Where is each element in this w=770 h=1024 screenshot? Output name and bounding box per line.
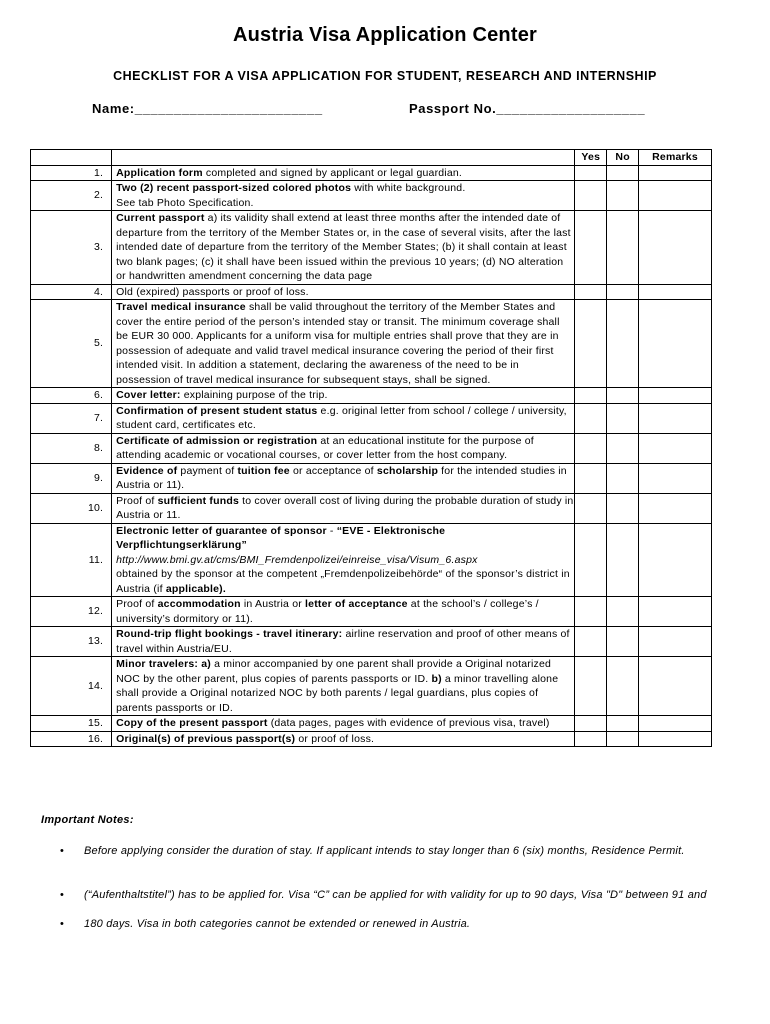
description-text: b) xyxy=(431,672,442,685)
item-number: 14. xyxy=(31,657,112,716)
item-description xyxy=(112,463,575,493)
no-checkbox-cell[interactable] xyxy=(607,463,639,493)
description-text: at the school’s / college’s / university’s dormitory or 11). xyxy=(116,598,539,625)
yes-checkbox-cell[interactable] xyxy=(575,597,607,627)
description-text: Old (expired) passports or proof of loss. xyxy=(116,285,309,298)
item-number: 4. xyxy=(31,284,112,300)
yes-checkbox-cell[interactable] xyxy=(575,627,607,657)
table-row xyxy=(31,731,712,747)
no-checkbox-cell[interactable] xyxy=(607,493,639,523)
no-checkbox-cell[interactable] xyxy=(607,731,639,747)
remarks-cell[interactable] xyxy=(639,388,712,404)
item-number: 9. xyxy=(31,463,112,493)
description-text: Evidence of xyxy=(116,464,178,477)
table-row xyxy=(31,284,712,300)
description-text: (data pages, pages with evidence of previous visa, travel) xyxy=(267,717,550,729)
yes-column-header: Yes xyxy=(575,150,607,166)
description-text: letter of acceptance xyxy=(305,598,408,610)
description-text: Proof of xyxy=(116,598,158,610)
description-text: explaining purpose of the trip. xyxy=(180,389,328,401)
checklist-body xyxy=(31,165,712,747)
description-text: accommodation xyxy=(157,598,241,610)
no-column-header: No xyxy=(607,150,639,166)
name-field[interactable]: Name:________________________ xyxy=(92,101,323,116)
remarks-cell[interactable] xyxy=(639,627,712,657)
item-number: 16. xyxy=(31,731,112,747)
item-description xyxy=(112,433,575,463)
no-checkbox-cell[interactable] xyxy=(607,716,639,732)
item-description xyxy=(112,523,575,597)
description-text: to cover overall cost of living during the probable duration of study in Austria or 11. xyxy=(116,494,574,521)
description-text: at an educational institute for the purpose of attending academic or vocational courses, or cover letter from the host company. xyxy=(116,434,534,461)
description-text: Application form xyxy=(116,166,203,179)
table-row xyxy=(31,403,712,433)
item-description xyxy=(112,300,575,388)
item-description xyxy=(112,627,575,657)
no-checkbox-cell[interactable] xyxy=(607,657,639,716)
bullet-icon: • xyxy=(60,918,64,930)
number-column-header xyxy=(31,150,112,166)
note-item: 180 days. Visa in both categories cannot be extended or renewed in Austria. xyxy=(84,918,471,930)
table-row xyxy=(31,211,712,285)
description-text: Electronic letter of guarantee of sponsor xyxy=(116,524,327,537)
description-text: Two (2) recent passport-sized colored photos xyxy=(116,182,352,194)
item-number: 11. xyxy=(31,523,112,597)
description-text: tuition fee xyxy=(237,464,290,477)
yes-checkbox-cell[interactable] xyxy=(575,388,607,404)
checklist-table xyxy=(30,149,712,747)
description-text: airline reservation and proof of other means of travel within Austria/EU. xyxy=(116,628,570,655)
remarks-cell[interactable] xyxy=(639,211,712,285)
remarks-column-header: Remarks xyxy=(639,150,712,166)
remarks-cell[interactable] xyxy=(639,523,712,597)
remarks-cell[interactable] xyxy=(639,731,712,747)
description-text: Certificate of admission or registration xyxy=(116,434,318,447)
description-text: obtained by the sponsor at the competent „Fremdenpolizeibehörde“ of the sponsor’s district in Austria (if xyxy=(116,568,570,595)
yes-checkbox-cell[interactable] xyxy=(575,284,607,300)
no-checkbox-cell[interactable] xyxy=(607,523,639,597)
description-text: with white background. xyxy=(351,182,466,194)
description-text: Round-trip flight bookings - travel itinerary: xyxy=(116,628,343,640)
description-text: in Austria or xyxy=(240,598,306,610)
bullet-icon: • xyxy=(60,889,64,901)
page-subtitle: CHECKLIST FOR A VISA APPLICATION FOR STUDENT, RESEARCH AND INTERNSHIP xyxy=(113,69,657,83)
table-row xyxy=(31,493,712,523)
remarks-cell[interactable] xyxy=(639,716,712,732)
no-checkbox-cell[interactable] xyxy=(607,403,639,433)
item-description xyxy=(112,403,575,433)
item-description xyxy=(112,716,575,732)
description-text: Cover letter: xyxy=(116,389,181,401)
remarks-cell[interactable] xyxy=(639,597,712,627)
important-notes-heading: Important Notes: xyxy=(41,814,134,826)
yes-checkbox-cell[interactable] xyxy=(575,657,607,716)
item-description xyxy=(112,284,575,300)
item-description xyxy=(112,657,575,716)
item-number: 2. xyxy=(31,181,112,211)
no-checkbox-cell[interactable] xyxy=(607,181,639,211)
remarks-cell[interactable] xyxy=(639,165,712,181)
description-column-header xyxy=(112,150,575,166)
remarks-cell[interactable] xyxy=(639,300,712,388)
no-checkbox-cell[interactable] xyxy=(607,388,639,404)
description-text: Proof of xyxy=(116,494,158,507)
description-text: “EVE - Elektronische Verpflichtungserklärung” xyxy=(116,524,446,551)
description-text: for the intended studies in Austria or 11). xyxy=(116,464,567,491)
item-description xyxy=(112,165,575,181)
description-text: See tab Photo Specification. xyxy=(116,196,254,209)
no-checkbox-cell[interactable] xyxy=(607,165,639,181)
remarks-cell[interactable] xyxy=(639,493,712,523)
item-number: 5. xyxy=(31,300,112,388)
description-text: Current passport xyxy=(116,212,205,224)
no-checkbox-cell[interactable] xyxy=(607,211,639,285)
no-checkbox-cell[interactable] xyxy=(607,433,639,463)
description-text: Minor travelers: a) xyxy=(116,658,211,670)
description-text: or acceptance of xyxy=(289,464,377,477)
table-row xyxy=(31,716,712,732)
item-number: 12. xyxy=(31,597,112,627)
remarks-cell[interactable] xyxy=(639,403,712,433)
description-text: scholarship xyxy=(376,464,439,477)
item-number: 6. xyxy=(31,388,112,404)
no-checkbox-cell[interactable] xyxy=(607,284,639,300)
yes-checkbox-cell[interactable] xyxy=(575,523,607,597)
no-checkbox-cell[interactable] xyxy=(607,597,639,627)
yes-checkbox-cell[interactable] xyxy=(575,463,607,493)
table-row xyxy=(31,388,712,404)
bullet-icon: • xyxy=(60,845,64,857)
item-description xyxy=(112,181,575,211)
yes-checkbox-cell[interactable] xyxy=(575,181,607,211)
yes-checkbox-cell[interactable] xyxy=(575,211,607,285)
table-row xyxy=(31,300,712,388)
table-row xyxy=(31,657,712,716)
item-number: 3. xyxy=(31,211,112,285)
description-text: Original(s) of previous passport(s) xyxy=(116,732,296,745)
description-text: Travel medical insurance xyxy=(116,301,246,313)
remarks-cell[interactable] xyxy=(639,657,712,716)
table-row xyxy=(31,597,712,627)
table-row xyxy=(31,523,712,597)
description-text: a minor accompanied by one parent shall provide a Original notarized NOC by the other parent, plus copies of parents passports or ID. xyxy=(116,658,552,685)
yes-checkbox-cell[interactable] xyxy=(575,433,607,463)
passport-number-field[interactable]: Passport No.___________________ xyxy=(409,101,646,116)
table-header-row xyxy=(31,150,712,166)
item-number: 1. xyxy=(31,165,112,181)
yes-checkbox-cell[interactable] xyxy=(575,716,607,732)
description-text: sufficient funds xyxy=(157,494,240,507)
item-description xyxy=(112,388,575,404)
item-number: 8. xyxy=(31,433,112,463)
no-checkbox-cell[interactable] xyxy=(607,300,639,388)
description-text: http://www.bmi.gv.at/cms/BMI_Fremdenpolizei/einreise_visa/Visum_6.aspx xyxy=(116,553,478,566)
description-text: shall be valid throughout the territory of the Member States and cover the entire period of the person’s intended stay or transit. The minimum coverage shall be EUR 30 000. Applicants for a uniform visa for multiple entries shall prove that they are in possession of adequate and valid travel medical insurance covering the period of their first intended visit. In addition a statement, declaring the awareness of the need to be in possession of travel medical insurance for subsequent stays, shall be signed. xyxy=(116,301,560,386)
description-text: or proof of loss. xyxy=(295,732,375,745)
description-text: Copy of the present passport xyxy=(116,717,268,729)
note-item: (“Aufenthaltstitel”) has to be applied for. Visa “C” can be applied for with validity for up to 90 days, Visa "D" between 91 and xyxy=(84,889,707,901)
description-text: Confirmation of present student status xyxy=(116,404,318,417)
item-description xyxy=(112,731,575,747)
description-text: - xyxy=(326,524,337,537)
item-description xyxy=(112,211,575,285)
remarks-cell[interactable] xyxy=(639,463,712,493)
yes-checkbox-cell[interactable] xyxy=(575,731,607,747)
page-title: Austria Visa Application Center xyxy=(232,24,538,46)
yes-checkbox-cell[interactable] xyxy=(575,165,607,181)
table-row xyxy=(31,627,712,657)
table-row xyxy=(31,463,712,493)
note-item: Before applying consider the duration of stay. If applicant intends to stay longer than 6 (six) months, Residence Permit. xyxy=(84,845,685,857)
remarks-cell[interactable] xyxy=(639,433,712,463)
description-text: applicable). xyxy=(165,582,226,595)
yes-checkbox-cell[interactable] xyxy=(575,300,607,388)
item-number: 7. xyxy=(31,403,112,433)
item-description xyxy=(112,493,575,523)
description-text: payment of xyxy=(177,464,238,477)
no-checkbox-cell[interactable] xyxy=(607,627,639,657)
item-number: 15. xyxy=(31,716,112,732)
item-number: 10. xyxy=(31,493,112,523)
description-text: a minor travelling alone shall provide a Original notarized NOC by both parents / legal guardians, plus copies of parents passports or ID. xyxy=(116,672,559,714)
remarks-cell[interactable] xyxy=(639,181,712,211)
item-number: 13. xyxy=(31,627,112,657)
item-description xyxy=(112,597,575,627)
description-text: a) its validity shall extend at least three months after the intended date of departure from the territory of the Member States or, in the case of several visits, after the last intended date of departure from the territory of the Member States; (b) it shall contain at least two blank pages; (c) it shall have been issued within the previous 10 years; (d) NO alteration or handwritten amendment concerning the data page xyxy=(116,212,571,282)
table-row xyxy=(31,165,712,181)
yes-checkbox-cell[interactable] xyxy=(575,493,607,523)
yes-checkbox-cell[interactable] xyxy=(575,403,607,433)
description-text: completed and signed by applicant or legal guardian. xyxy=(202,166,463,179)
remarks-cell[interactable] xyxy=(639,284,712,300)
table-row xyxy=(31,433,712,463)
table-row xyxy=(31,181,712,211)
description-text: e.g. original letter from school / college / university, student card, certificates etc. xyxy=(116,404,567,431)
